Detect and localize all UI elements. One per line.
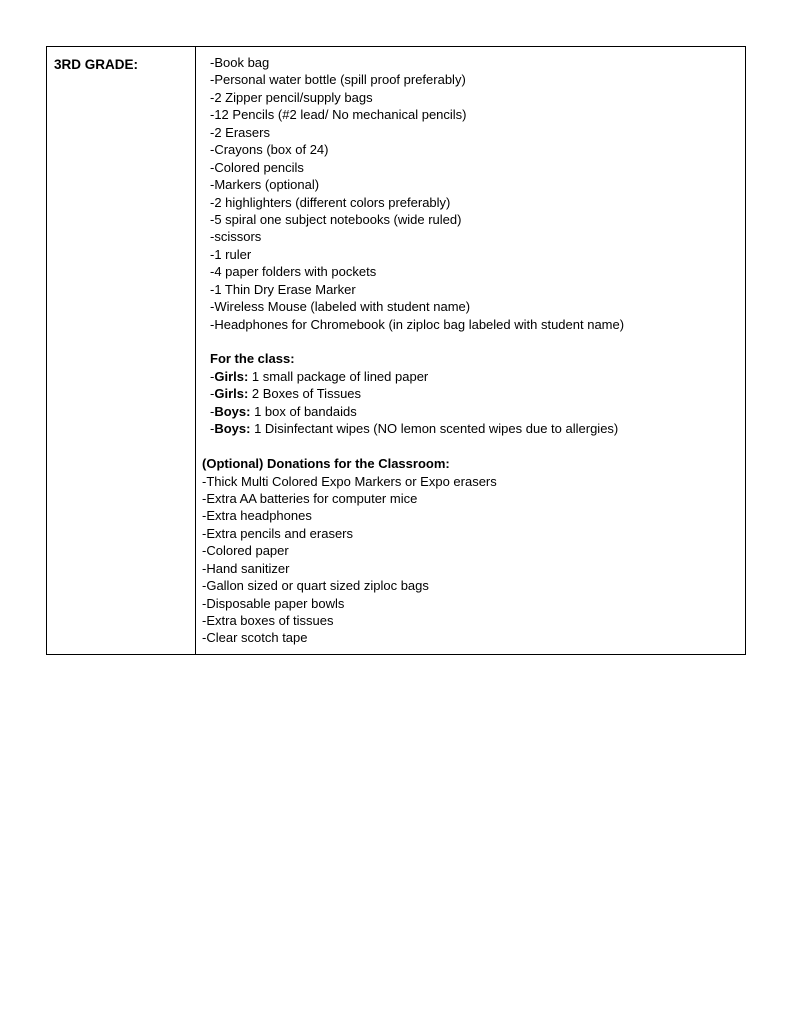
item-recipient: Girls: [214, 368, 249, 384]
spacer [196, 438, 745, 455]
supply-item: -12 Pencils (#2 lead/ No mechanical pencils) [210, 107, 467, 123]
item-text: 1 Disinfectant wipes (NO lemon scented wipes due to allergies) [250, 421, 619, 437]
supply-item: -Wireless Mouse (labeled with student name) [210, 299, 471, 315]
item-recipient: Girls: [214, 386, 249, 402]
grade-cell [47, 47, 196, 654]
supply-item: -Markers (optional) [210, 177, 320, 193]
donation-item: -Colored paper [202, 543, 289, 559]
item-text: 1 small package of lined paper [248, 368, 429, 384]
item-prefix: - [210, 368, 215, 384]
donation-item: -Extra headphones [202, 508, 312, 524]
spacer [196, 333, 745, 350]
item-recipient: Boys: [214, 421, 251, 437]
supply-item: -1 Thin Dry Erase Marker [210, 281, 356, 297]
class-supply-section [196, 350, 745, 437]
donation-item: -Clear scotch tape [202, 630, 308, 646]
supply-item: -2 Zipper pencil/supply bags [210, 89, 373, 105]
donations-heading: (Optional) Donations for the Classroom: [202, 456, 450, 472]
class-supply-item [196, 368, 745, 385]
donations-section [196, 455, 745, 647]
supply-item: -Book bag [210, 55, 270, 70]
supply-item: -1 ruler [210, 246, 252, 262]
supply-item: -5 spiral one subject notebooks (wide ruled) [210, 211, 462, 227]
supply-item: -Personal water bottle (spill proof preferably) [210, 72, 466, 88]
student-supply-list [196, 54, 745, 333]
supply-item: -Crayons (box of 24) [210, 142, 329, 158]
supply-item: -2 Erasers [210, 124, 270, 140]
supply-item: -4 paper folders with pockets [210, 264, 377, 280]
donation-item: -Extra AA batteries for computer mice [202, 490, 418, 506]
item-recipient: Boys: [214, 403, 251, 419]
supply-item: -scissors [210, 229, 262, 245]
item-prefix: - [210, 386, 215, 402]
item-prefix: - [210, 421, 215, 437]
item-text: 1 box of bandaids [250, 403, 357, 419]
donation-item: -Thick Multi Colored Expo Markers or Expo erasers [202, 473, 497, 489]
supply-item: -2 highlighters (different colors preferably) [210, 194, 451, 210]
donation-item: -Gallon sized or quart sized ziploc bags [202, 578, 429, 594]
donation-item: -Extra pencils and erasers [202, 525, 354, 541]
item-prefix: - [210, 403, 215, 419]
donation-item: -Hand sanitizer [202, 560, 290, 576]
supply-list-table [46, 46, 746, 655]
class-supply-item [196, 420, 745, 437]
item-text: 2 Boxes of Tissues [248, 386, 362, 402]
class-supply-item [196, 403, 745, 420]
supply-item: -Headphones for Chromebook (in ziploc bag labeled with student name) [210, 316, 625, 332]
donation-item: -Extra boxes of tissues [202, 613, 334, 628]
supply-item: -Colored pencils [210, 159, 304, 175]
donation-item: -Disposable paper bowls [202, 595, 345, 611]
class-supply-item [196, 385, 745, 402]
class-section-heading: For the class: [210, 351, 295, 367]
grade-label: 3RD GRADE: [54, 57, 139, 72]
supplies-cell [196, 47, 745, 654]
